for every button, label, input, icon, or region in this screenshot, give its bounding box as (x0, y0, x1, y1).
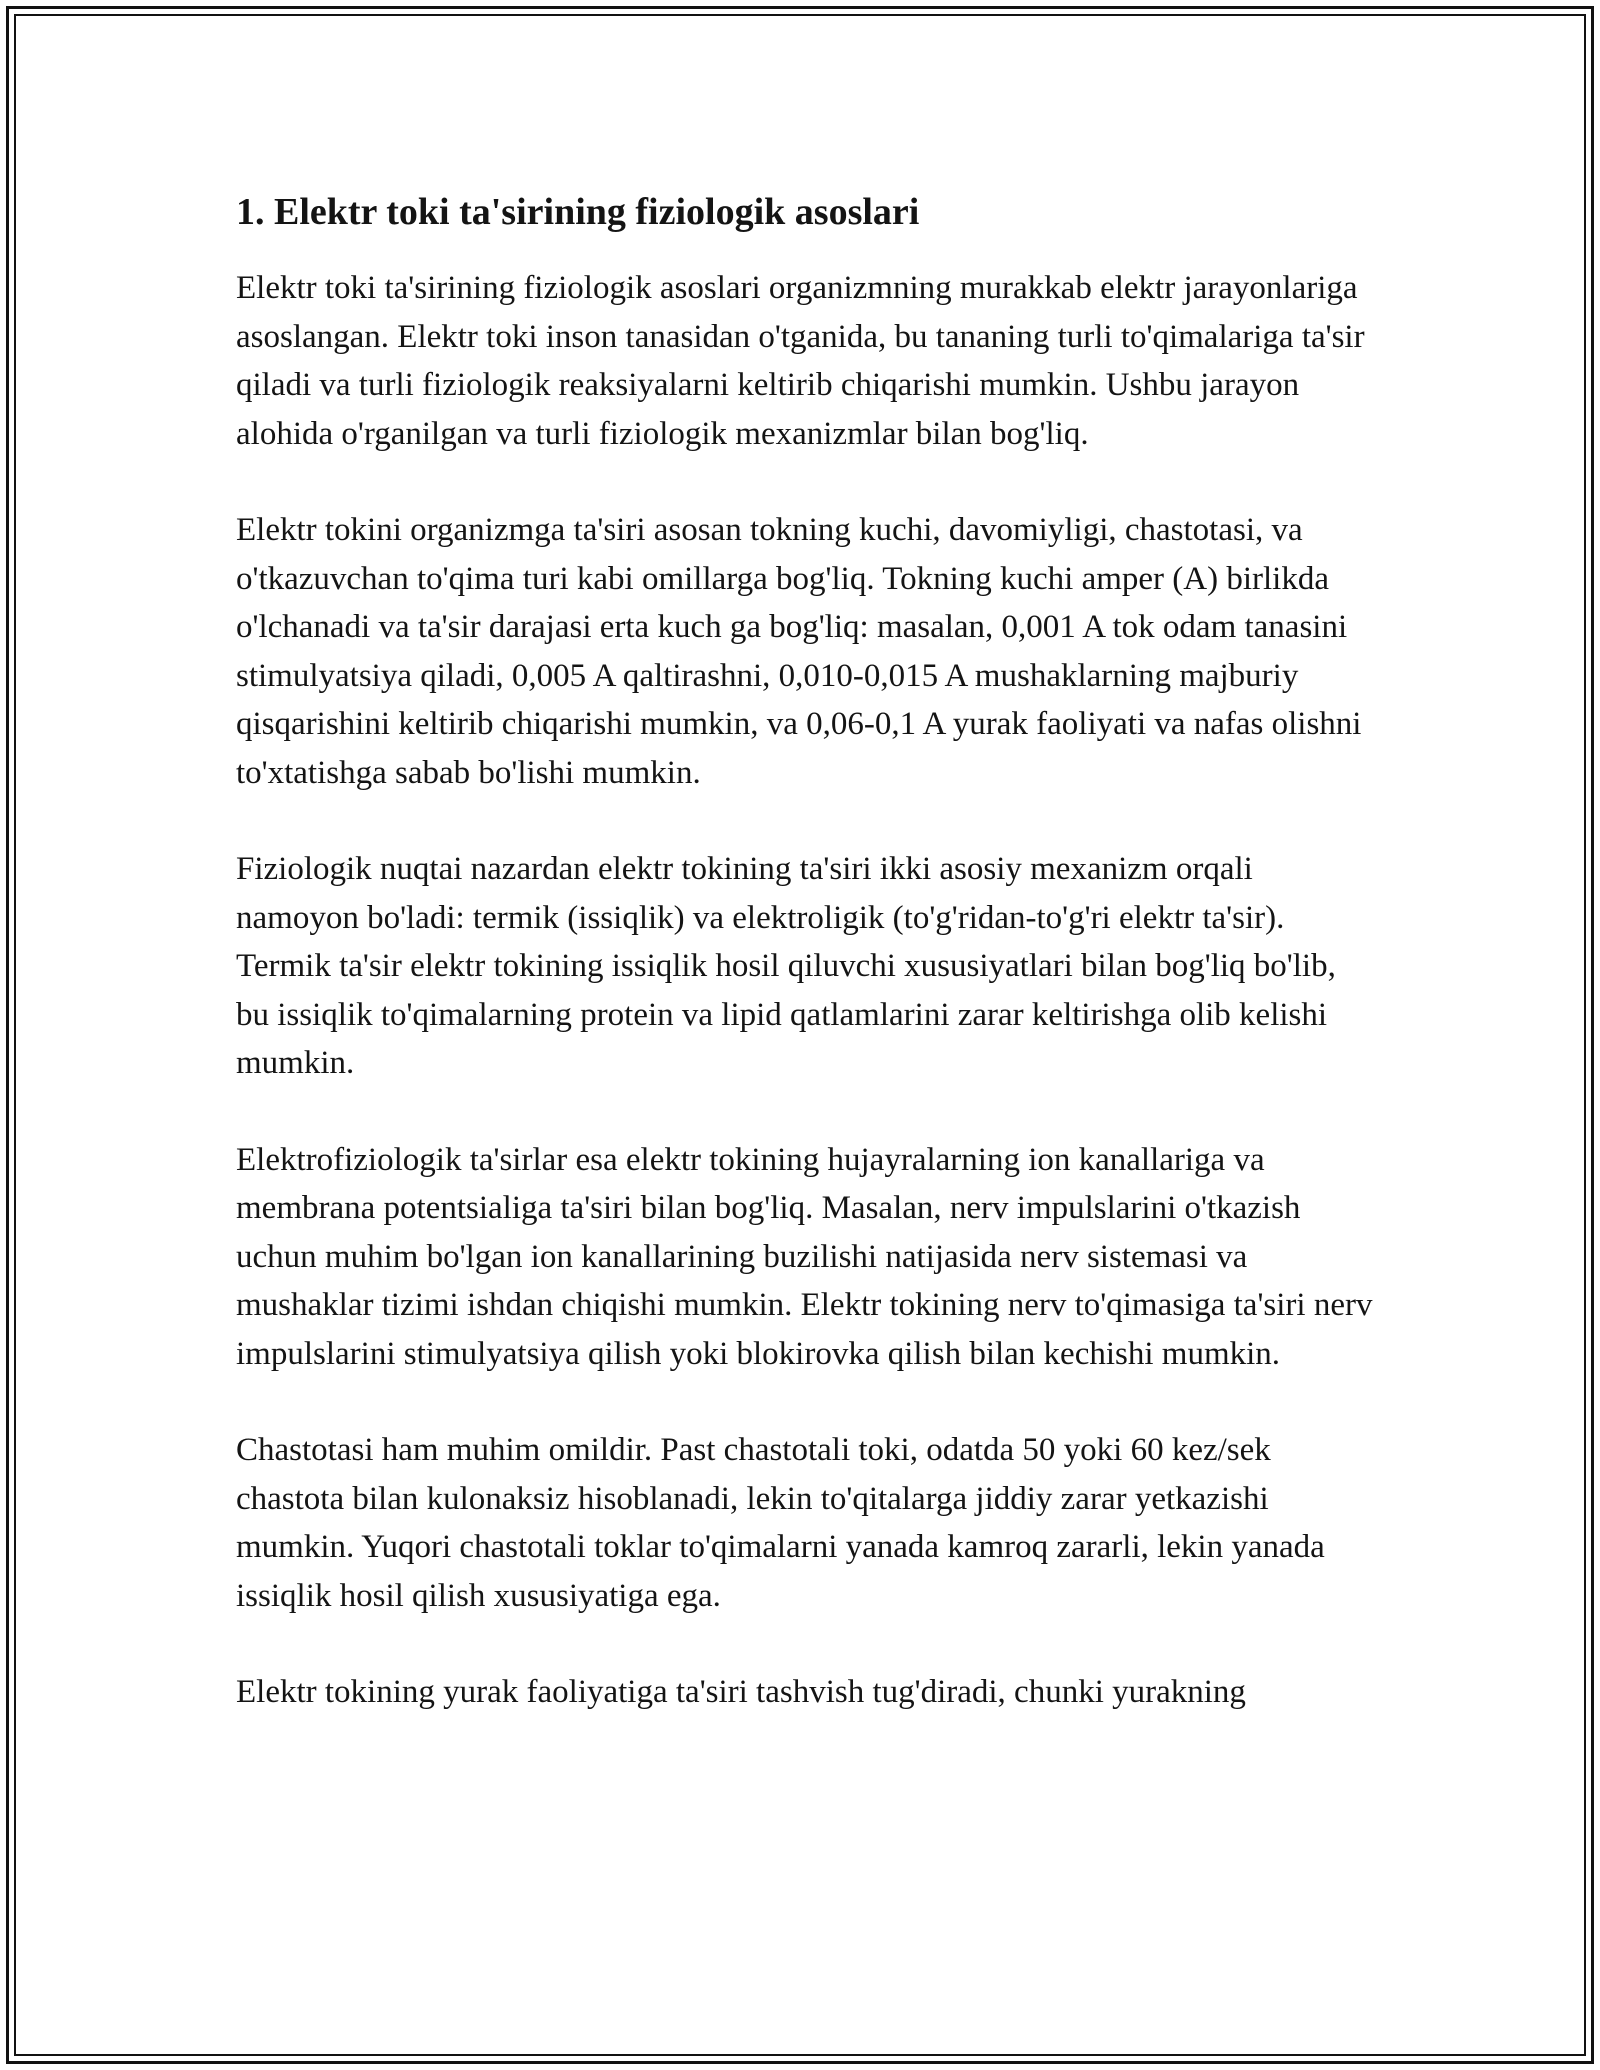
paragraph-2: Elektr tokini organizmga ta'siri asosan tokning kuchi, davomiyligi, chastotasi, va o'tkazuvchan to'qima turi kabi omillarga bog'liq. Tokning kuchi amper (A) birlikda o'lchanadi va ta'sir darajasi erta kuch ga bog'liq: masalan, 0,001 A tok odam tanasini stimulyatsiya qiladi, 0,005 A qaltirashni, 0,010-0,015 A mushaklarning majburiy qisqarishini keltirib chiqarishi mumkin, va 0,06-0,1 A yurak faoliyati va nafas olishni to'xtatishga sabab bo'lishi mumkin. (236, 512, 1362, 791)
document-body (236, 186, 1376, 1765)
paragraph-6: Elektr tokining yurak faoliyatiga ta'siri tashvish tug'diradi, chunki yurakning (236, 1674, 1246, 1710)
section-heading: 1. Elektr toki ta'sirining fiziologik asoslari (236, 191, 920, 233)
paragraph-4: Elektrofiziologik ta'sirlar esa elektr tokining hujayralarning ion kanallariga va membrana potentsialiga ta'siri bilan bog'liq. Masalan, nerv impulslarini o'tkazish uchun muhim bo'lgan ion kanallarining buzilishi natijasida nerv sistemasi va mushaklar tizimi ishdan chiqishi mumkin. Elektr tokining nerv to'qimasiga ta'siri nerv impulslarini stimulyatsiya qilish yoki blokirovka qilish bilan kechishi mumkin. (236, 1141, 1373, 1372)
paragraph-1: Elektr toki ta'sirining fiziologik asoslari organizmning murakkab elektr jarayonlariga asoslangan. Elektr toki inson tanasidan o'tganida, bu tananing turli to'qimalariga ta'sir qiladi va turli fiziologik reaksiyalarni keltirib chiqarishi mumkin. Ushbu jarayon alohida o'rganilgan va turli fiziologik mexanizmlar bilan bog'liq. (236, 270, 1365, 452)
paragraph-5: Chastotasi ham muhim omildir. Past chastotali toki, odatda 50 yoki 60 kez/sek chastota bilan kulonaksiz hisoblanadi, lekin to'qitalarga jiddiy zarar yetkazishi mumkin. Yuqori chastotali toklar to'qimalarni yanada kamroq zararli, lekin yanada issiqlik hosil qilish xususiyatiga ega. (236, 1432, 1325, 1614)
paragraph-3: Fiziologik nuqtai nazardan elektr tokining ta'siri ikki asosiy mexanizm orqali namoyon bo'ladi: termik (issiqlik) va elektroligik (to'g'ridan-to'g'ri elektr ta'sir). Termik ta'sir elektr tokining issiqlik hosil qiluvchi xususiyatlari bilan bog'liq bo'lib, bu issiqlik to'qimalarning protein va lipid qatlamlarini zarar keltirishga olib kelishi mumkin. (236, 851, 1336, 1081)
